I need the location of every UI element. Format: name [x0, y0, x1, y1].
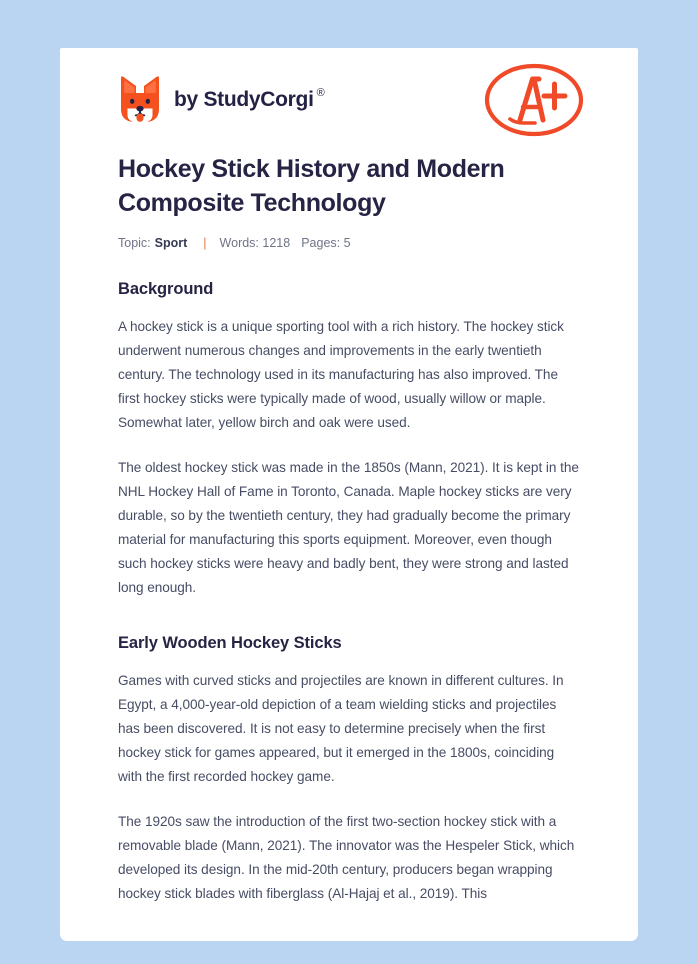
document-body	[118, 280, 580, 906]
document-meta	[118, 236, 580, 250]
document-content-area	[60, 48, 638, 906]
body-paragraph: The oldest hockey stick was made in the 1850s (Mann, 2021). It is kept in the NHL Hockey Hall of Fame in Toronto, Canada. Maple hockey sticks are very durable, so by the twentieth century, they had gradually become the primary material for manufacturing this sports equipment. Moreover, even though such hockey sticks were heavy and badly bent, they were strong and lasted long enough.	[118, 460, 579, 596]
section-heading-early-wooden-hockey-sticks: Early Wooden Hockey Sticks	[118, 633, 342, 652]
page-title: Hockey Stick History and Modern Composite Technology	[118, 155, 505, 217]
a-plus-grade-icon	[482, 60, 586, 140]
brand-wordmark-group	[174, 88, 324, 112]
meta-topic-value[interactable]: Sport	[154, 236, 188, 250]
meta-divider: |	[203, 236, 207, 250]
body-paragraph: The 1920s saw the introduction of the first two-section hockey stick with a removable blade (Mann, 2021). The innovator was the Hespeler Stick, which developed its design. In the mid-20th century, producers began wrapping hockey stick blades with fiberglass (Al-Hajaj et al., 2019). This	[118, 813, 575, 901]
meta-page-count: Pages: 5	[301, 236, 351, 250]
document-header	[118, 48, 580, 151]
brand-wordmark-text: by StudyCorgi	[174, 87, 314, 111]
brand-lockup[interactable]	[119, 75, 324, 124]
body-paragraph: Games with curved sticks and projectiles are known in different cultures. In Egypt, a 4,000-year-old depiction of a team wielding sticks and projectiles has been discovered. It is not easy to determine precisely when the first hockey stick for games appeared, but it emerged in the 1800s, coinciding with the first recorded hockey game.	[118, 672, 564, 784]
section-heading-background: Background	[118, 280, 214, 298]
body-paragraph: A hockey stick is a unique sporting tool with a rich history. The hockey stick underwent numerous changes and improvements in the early twentieth century. The technology used in its manufacturing has also improved. The first hockey sticks were typically made of wood, usually willow or maple. Somewhat later, yellow birch and oak were used.	[118, 319, 564, 431]
meta-topic-label: Topic:	[118, 236, 151, 250]
registered-trademark-icon: ®	[316, 86, 325, 99]
corgi-face-icon	[119, 75, 161, 124]
meta-word-count: Words: 1218	[219, 236, 291, 250]
document-sheet	[60, 48, 638, 941]
